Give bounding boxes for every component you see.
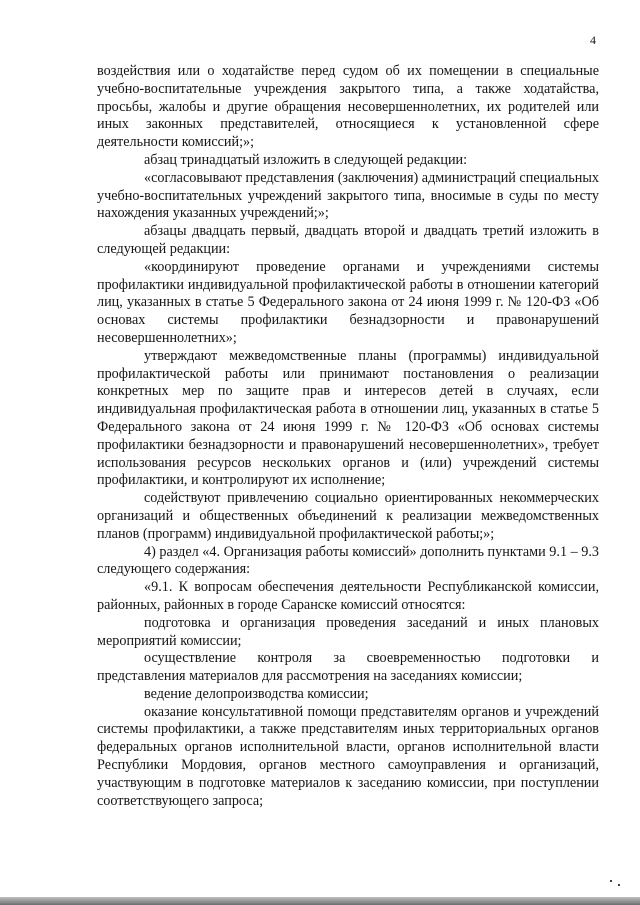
scan-speck (610, 880, 612, 882)
page-number: 4 (590, 33, 596, 47)
paragraph: абзац тринадцатый изложить в следующей редакции: (144, 151, 468, 168)
paragraph: «согласовывают представления (заключения) администраций специальных учебно-воспитательных учреждений закрытого типа, вносимые в суды по месту нахождения указанных учреждений;»; (97, 169, 599, 222)
paragraph: ведение делопроизводства комиссии; (144, 685, 369, 702)
paragraph: воздействия или о ходатайстве перед судом об их помещении в специальные учебно-воспитательные учреждения закрытого типа, а также ходатайства, просьбы, жалобы и другие обращения несовершеннолетних, их родителей или иных законных представителей, относящиеся к установленной сфере деятельности комиссий;»; (97, 63, 599, 151)
paragraph: оказание консультативной помощи представителям органов и учреждений системы профилактики, а также представителям иных территориальных органов федеральных органов исполнительной власти, органов исполнительной власти Республики Мордовия, органов местного самоуправления и организаций, участвующим в подготовке материалов к заседанию комиссии, при поступлении соответствующего запроса; (97, 703, 599, 809)
paragraph: «9.1. К вопросам обеспечения деятельности Республиканской комиссии, районных, районных в городе Саранске комиссий относятся: (97, 579, 599, 613)
paragraph: «координируют проведение органами и учреждениями системы профилактики индивидуальной профилактической работы в отношении категорий лиц, указанных в статье 5 Федерального закона от 24 июня 1999 г. № 120-ФЗ «Об основах системы профилактики безнадзорности и правонарушений несовершеннолетних»; (97, 258, 599, 346)
scan-bottom-edge (0, 897, 640, 905)
paragraph: утверждают межведомственные планы (программы) индивидуальной профилактической работы или принимают постановления о реализации конкретных мер по защите прав и интересов детей в случаях, если индивидуальная профилактическая работа в отношении лиц, указанных в статье 5 Федерального закона от 24 июня 1999 г. № 120-ФЗ «Об основах системы профилактики безнадзорности и правонарушений несовершеннолетних», требует использования ресурсов нескольких органов и (или) учреждений системы профилактики, и контролируют их исполнение; (97, 347, 599, 489)
paragraph: 4) раздел «4. Организация работы комиссий» дополнить пунктами 9.1 – 9.3 следующего содержания: (97, 543, 599, 578)
document-body (97, 63, 599, 810)
scan-speck (618, 884, 620, 886)
paragraph: абзацы двадцать первый, двадцать второй и двадцать третий изложить в следующей редакции: (97, 223, 599, 257)
paragraph: подготовка и организация проведения заседаний и иных плановых мероприятий комиссии; (97, 614, 599, 649)
paragraph: содействуют привлечению социально ориентированных некоммерческих организаций и общественных объединений к реализации межведомственных планов (программ) индивидуальной профилактической работы;»; (97, 490, 599, 542)
paragraph: осуществление контроля за своевременностью подготовки и представления материалов для рассмотрения на заседаниях комиссии; (97, 650, 599, 685)
